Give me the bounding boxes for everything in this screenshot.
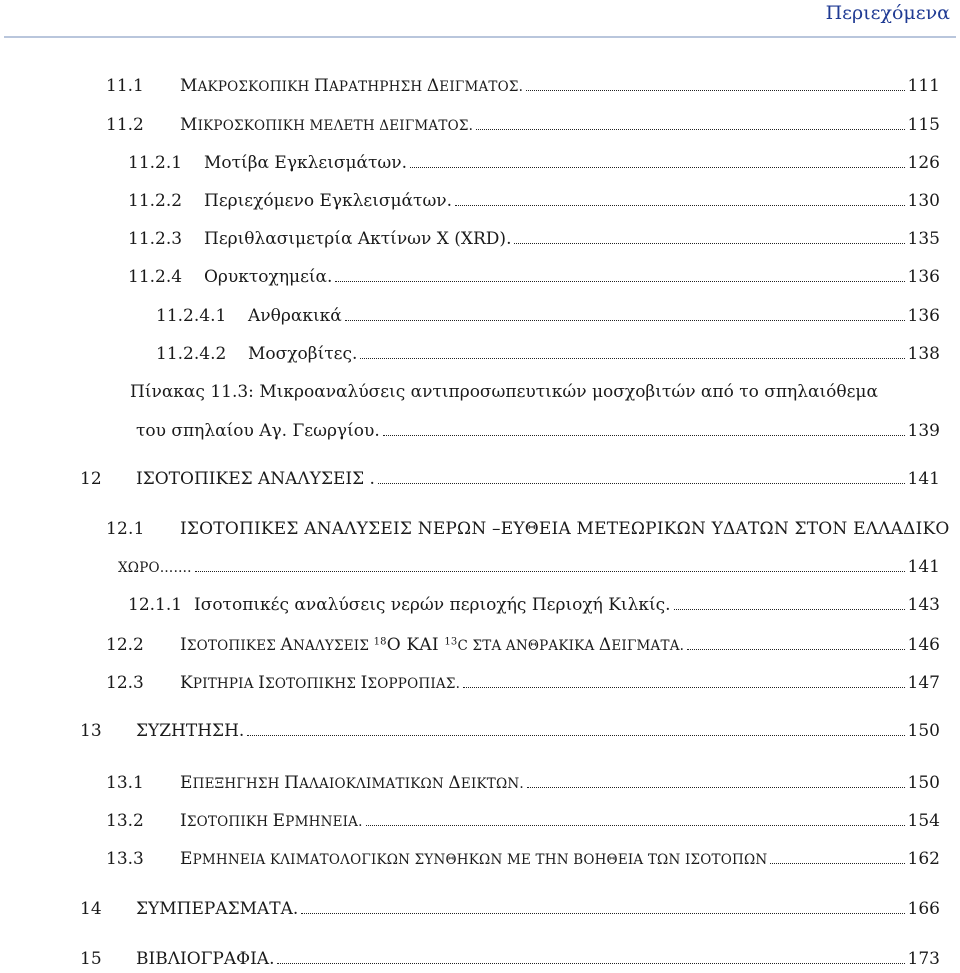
toc-title: Περιεχόμενο Εγκλεισμάτων. [204,191,453,211]
toc-leader [360,358,904,359]
toc-page: 126 [907,153,940,173]
toc-number: 12 [80,469,102,489]
toc-leader [463,687,904,688]
header-divider [4,36,956,38]
toc-leader [366,825,905,826]
toc-entry-11-2[interactable] [106,115,940,135]
toc-leader [527,787,905,788]
toc-page: 147 [907,673,940,693]
toc-title-part: ΕΡΩΝ – [432,519,501,539]
toc-entry-12-2[interactable] [106,635,940,655]
toc-number: 11.2 [106,115,144,135]
toc-entry-11-2-4-2[interactable] [156,344,940,364]
toc-entry-11-2-4-1[interactable] [156,306,940,326]
toc-page: 150 [907,773,940,793]
toc-title: ΙΣΟΤΟΠΙΚΕΣ ΑΝΑΛΥΣΕΙΣ . [136,469,375,489]
toc-entry-table-11-3[interactable] [136,421,940,441]
toc-title: Ισοτοπικές αναλύσεις νερών περιοχής Περιοχή Κιλκίς. [194,595,671,615]
toc-entry-12-3[interactable] [106,673,940,693]
toc-title: ΜΑΚΡΟΣΚΟΠΙΚΗ ΠΑΡΑΤΗΡΗΣΗ ΔΕΙΓΜΑΤΟΣ. [180,76,524,96]
toc-entry-15[interactable] [80,949,940,969]
toc-title: Μοσχοβίτες. [248,344,358,364]
toc-leader [476,129,904,130]
toc-number: 11.2.4.2 [156,344,227,364]
toc-title: Ανθρακικά [248,306,342,326]
toc-number: 11.1 [106,76,144,96]
toc-page: 115 [907,115,940,135]
toc-title-part: ΛΛΑΔΙΚΟ [865,519,950,539]
toc-page: 141 [907,557,940,577]
toc-entry-12-1-1[interactable] [128,595,940,615]
toc-leader [195,571,905,572]
toc-number: 15 [80,949,102,969]
toc-page: 141 [907,469,940,489]
toc-entry-11-2-4[interactable] [128,267,940,287]
toc-title-part: Ε [500,519,514,539]
toc-entry-11-2-1[interactable] [128,153,940,173]
toc-leader [335,281,904,282]
toc-leader [345,320,905,321]
toc-title: ΙΣΟΤΟΠΙΚΕΣ ΑΝΑΛΥΣΕΙΣ $^{18}$Ο ΚΑΙ $^{13}$C ΣΤΑ ΑΝΘΡΑΚΙΚΑ ΔΕΙΓΜΑΤΑ. [180,635,685,655]
toc-entry-11-2-2[interactable] [128,191,940,211]
toc-page: 138 [907,344,940,364]
toc-title-part: Ε [853,519,866,539]
toc-title: Μοτίβα Εγκλεισμάτων. [204,153,408,173]
toc-entry-12-1[interactable] [118,557,940,577]
toc-number: 12.1.1 [128,595,183,615]
toc-entry-13-2[interactable] [106,811,940,831]
toc-leader [378,483,905,484]
toc-entry-14[interactable] [80,899,940,919]
toc-page: 135 [907,229,940,249]
toc-number: 13.2 [106,811,144,831]
toc-page: 111 [907,76,940,96]
toc-page: 136 [907,306,940,326]
toc-leader [514,243,904,244]
toc-number: 11.2.3 [128,229,183,249]
toc-title: Περιθλασιμετρία Ακτίνων Χ (XRD). [204,229,512,249]
toc-entry-12-1-line1[interactable] [106,519,950,539]
page-header-title: Περιεχόμενα [825,2,950,24]
toc-leader [277,963,904,964]
toc-title-part: Ν [417,519,433,539]
toc-title-part: Ι [180,519,187,539]
toc-page: 150 [907,721,940,741]
toc-number: 14 [80,899,102,919]
toc-number: 11.2.4.1 [156,306,227,326]
toc-page: 146 [907,635,940,655]
toc-entry-13-3[interactable] [106,849,940,869]
toc-page: 162 [907,849,940,869]
toc-title: ΕΡΜΗΝΕΙΑ ΚΛΙΜΑΤΟΛΟΓΙΚΩΝ ΣΥΝΘΗΚΩΝ ΜΕ ΤΗΝ ΒΟΗΘΕΙΑ ΤΩΝ ΙΣΟΤΟΠΩΝ [180,849,768,869]
toc-number: 13 [80,721,102,741]
toc-page: 136 [907,267,940,287]
toc-title-part: ΥΘΕΙΑ ΜΕΤΕΩΡΙΚΩΝ ΥΔΑΤΩΝ ΣΤΟΝ [513,519,854,539]
toc-title: του σπηλαίου Αγ. Γεωργίου. [136,421,380,441]
toc-leader [526,90,904,91]
toc-entry-13[interactable] [80,721,940,741]
toc-number: 13.1 [106,773,144,793]
toc-entry-11-2-3[interactable] [128,229,940,249]
toc-number: 11.2.1 [128,153,183,173]
toc-title: ΕΠΕΞΗΓΗΣΗ ΠΑΛΑΙΟΚΛΙΜΑΤΙΚΩΝ ΔΕΙΚΤΩΝ. [180,773,524,793]
toc-title: ΒΙΒΛΙΟΓΡΑΦΙΑ. [136,949,275,969]
toc-leader [770,863,904,864]
toc-title: ΜΙΚΡΟΣΚΟΠΙΚΗ ΜΕΛΕΤΗ ΔΕΙΓΜΑΤΟΣ. [180,115,474,135]
toc-title-part: ΣΟΤΟΠΙΚΕΣ ΑΝΑΛΥΣΕΙΣ [186,519,418,539]
toc-page: 173 [907,949,940,969]
toc-title: ΣΥΜΠΕΡΑΣΜΑΤΑ. [136,899,299,919]
toc-number: 13.3 [106,849,144,869]
toc-leader [383,435,905,436]
toc-leader [410,167,905,168]
toc-leader [674,609,905,610]
toc-number: 12.2 [106,635,144,655]
toc-page: 154 [907,811,940,831]
toc-page: 166 [907,899,940,919]
toc-entry-11-1[interactable] [106,76,940,96]
toc-title: ΙΣΟΤΟΠΙΚΗ ΕΡΜΗΝΕΙΑ. [180,811,363,831]
toc-page: 143 [907,595,940,615]
toc-page: 139 [907,421,940,441]
toc-number: 12.3 [106,673,144,693]
toc-title: ΣΥΖΗΤΗΣΗ. [136,721,245,741]
toc-leader [301,913,904,914]
toc-entry-13-1[interactable] [106,773,940,793]
toc-leader [455,205,905,206]
toc-title: ΧΩΡΟ……. [118,560,192,576]
toc-title: Ορυκτοχημεία. [204,267,333,287]
toc-number: 11.2.4 [128,267,183,287]
toc-number: 12.1 [106,519,145,539]
toc-leader [687,649,904,650]
toc-entry-12[interactable] [80,469,940,489]
toc-leader [247,735,904,736]
toc-page: 130 [907,191,940,211]
toc-entry-table-11-3-line1[interactable]: Πίνακας 11.3: Μικροαναλύσεις αντιπροσωπευτικών μοσχοβιτών από το σπηλαιόθεμα [130,382,878,402]
toc-number: 11.2.2 [128,191,183,211]
toc-title: ΚΡΙΤΗΡΙΑ ΙΣΟΤΟΠΙΚΗΣ ΙΣΟΡΡΟΠΙΑΣ. [180,673,461,693]
